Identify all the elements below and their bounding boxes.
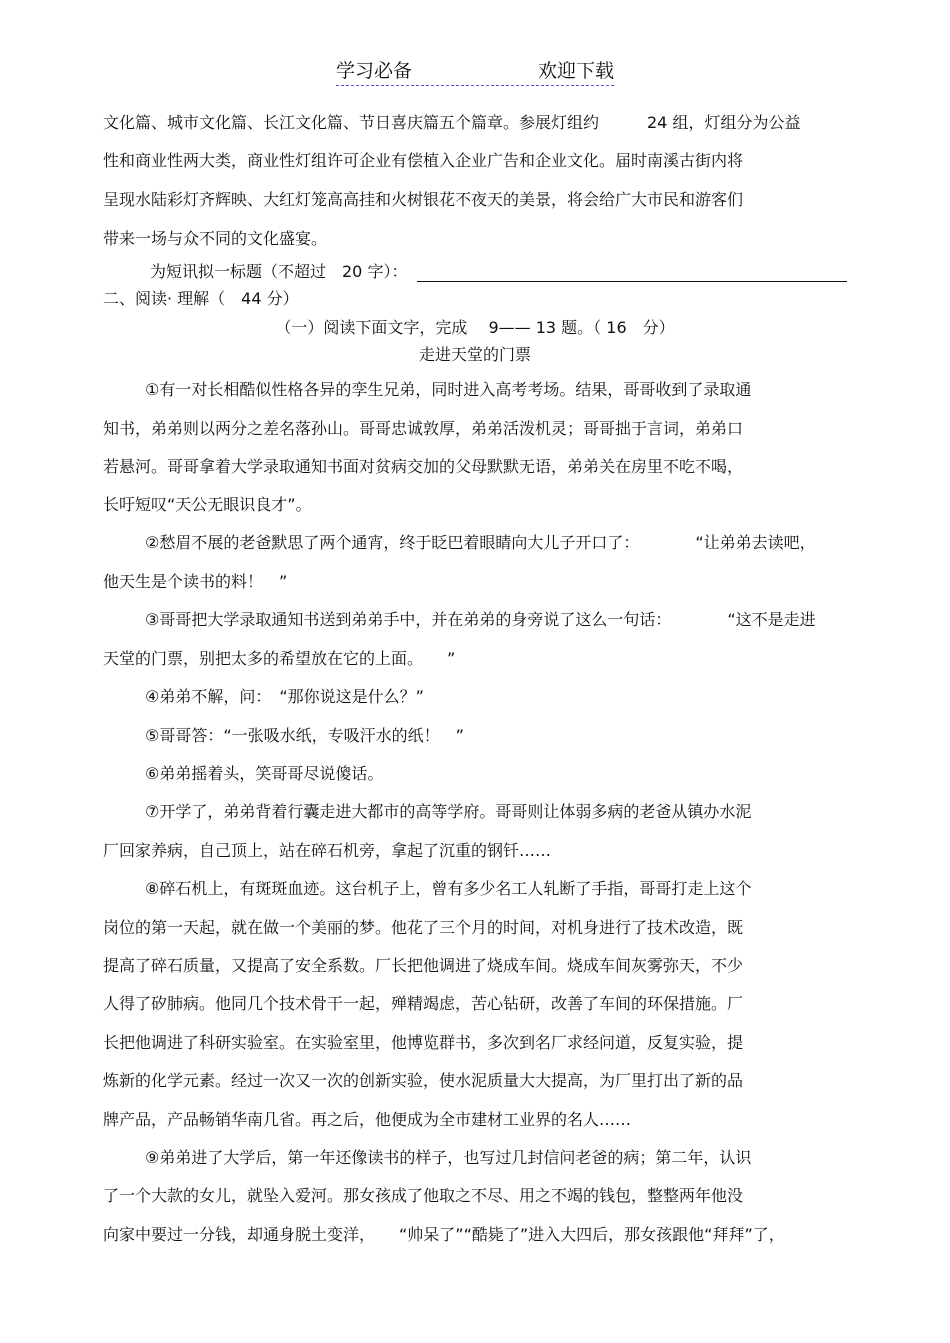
paragraph-line: 向家中要过一分钱，却通身脱土变洋， “帅呆了”“酷毙了”进入大四后，那女孩跟他“拜拜”了， [103,1225,785,1244]
paragraph-line: 他天生是个读书的料！ ” [103,572,288,591]
paragraph-line: ⑤哥哥答：“一张吸水纸，专吸汗水的纸！ ” [145,726,464,745]
header-right: 欢迎下载 [538,60,615,82]
paragraph-line: ⑨弟弟进了大学后，第一年还像读书的样子，也写过几封信问老爸的病；第二年，认识 [145,1148,752,1167]
paragraph-line: 知书，弟弟则以两分之差名落孙山。哥哥忠诚敦厚，弟弟活泼机灵；哥哥拙于言词，弟弟口 [103,419,744,438]
header-left: 学习必备 [335,60,412,82]
paragraph-line: 若悬河。哥哥拿着大学录取通知书面对贫病交加的父母默默无语，弟弟关在房里不吃不喝， [103,457,744,476]
intro-line: 文化篇、城市文化篇、长江文化篇、节日喜庆篇五个篇章。参展灯组约 24 组，灯组分为公益 [103,113,801,132]
paragraph-line: 人得了矽肺病。他同几个技术骨干一起，殚精竭虑，苦心钻研，改善了车间的环保措施。厂 [103,994,744,1013]
header-underline [336,56,614,86]
paragraph-line: ②愁眉不展的老爸默思了两个通宵，终于眨巴着眼睛向大儿子开口了： “让弟弟去读吧， [145,533,816,552]
title-prompt [150,262,847,282]
paragraph-line: 提高了碎石质量，又提高了安全系数。厂长把他调进了烧成车间。烧成车间灰雾弥天，不少 [103,956,744,975]
paragraph-line: ①有一对长相酷似性格各异的孪生兄弟，同时进入高考考场。结果，哥哥收到了录取通 [145,380,752,399]
intro-line: 带来一场与众不同的文化盛宴。 [103,229,328,248]
paragraph-line: ⑦开学了，弟弟背着行囊走进大都市的高等学府。哥哥则让体弱多病的老爸从镇办水泥 [145,802,752,821]
paragraph-line: 天堂的门票，别把太多的希望放在它的上面。 ” [103,649,456,668]
paragraph-line: ⑧碎石机上，有斑斑血迹。这台机子上，曾有多少名工人轧断了手指，哥哥打走上这个 [145,879,752,898]
paragraph-line: 岗位的第一天起，就在做一个美丽的梦。他花了三个月的时间，对机身进行了技术改造，既 [103,918,744,937]
page-header [0,56,950,86]
title-prompt-text: 为短讯拟一标题（不超过 20 字）： [150,262,408,281]
paragraph-line: 长把他调进了科研实验室。在实验室里，他博览群书，多次到名厂求经问道，反复实验，提 [103,1033,744,1052]
paragraph-line: 长吁短叹“天公无眼识良才”。 [103,495,312,514]
paragraph-line: ④弟弟不解，问： “那你说这是什么？” [145,687,424,706]
subsection-heading: （一）阅读下面文字，完成 9—— 13 题。（ 16 分） [275,318,675,337]
paragraph-line: 了一个大款的女儿，就坠入爱河。那女孩成了他取之不尽、用之不竭的钱包，整整两年他没 [103,1186,744,1205]
section-heading: 二、阅读· 理解（ 44 分） [103,289,299,308]
paragraph-line: 炼新的化学元素。经过一次又一次的创新实验，使水泥质量大大提高，为厂里打出了新的品 [103,1071,744,1090]
intro-line: 性和商业性两大类，商业性灯组许可企业有偿植入企业广告和企业文化。届时南溪古街内将 [103,151,744,170]
paragraph-line: 厂回家养病，自己顶上，站在碎石机旁，拿起了沉重的钢钎…… [103,841,552,860]
answer-blank[interactable] [417,265,847,282]
paragraph-line: ③哥哥把大学录取通知书送到弟弟手中，并在弟弟的身旁说了这么一句话： “这不是走进 [145,610,816,629]
paragraph-line: 牌产品，产品畅销华南几省。再之后，他便成为全市建材工业界的名人…… [103,1110,632,1129]
story-title: 走进天堂的门票 [418,345,531,364]
paragraph-line: ⑥弟弟摇着头，笑哥哥尽说傻话。 [145,764,384,783]
intro-line: 呈现水陆彩灯齐辉映、大红灯笼高高挂和火树银花不夜天的美景，将会给广大市民和游客们 [103,190,744,209]
